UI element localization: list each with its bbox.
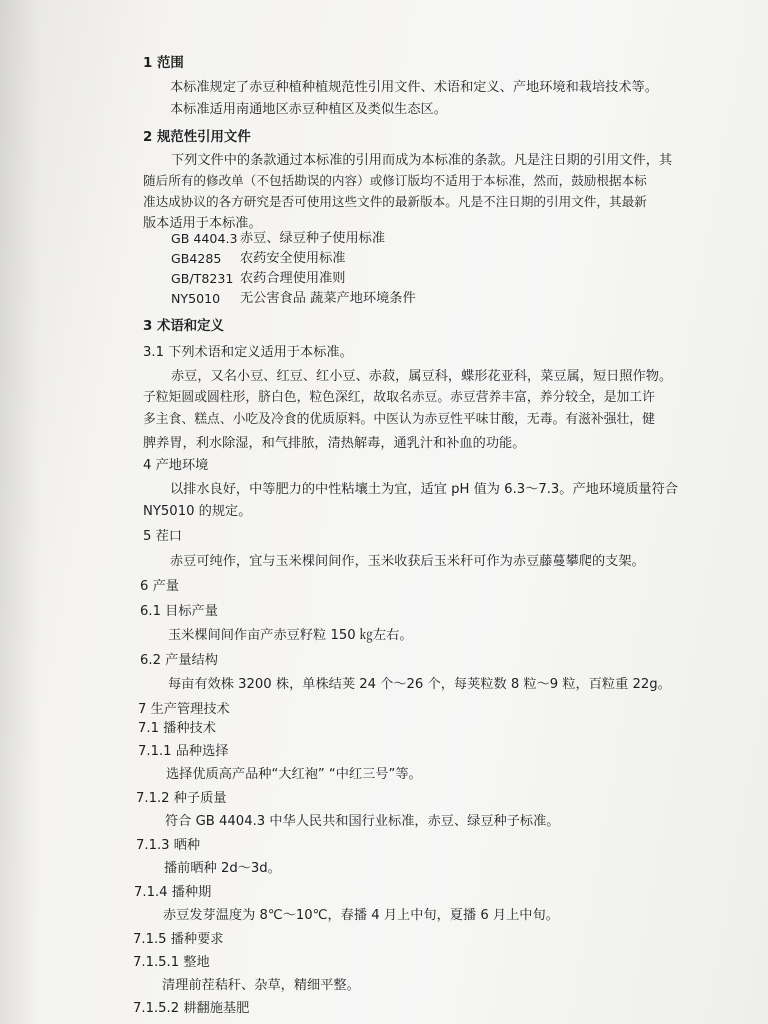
- section-2-paragraph-line-3: 准达成协议的各方研究是否可使用这些文件的最新版本。凡是不注日期的引用文件，其最新: [143, 194, 647, 209]
- section-2-heading: 2 规范性引用文件: [143, 130, 251, 145]
- section-7-heading: 7 生产管理技术: [138, 702, 230, 717]
- section-5-paragraph: 赤豆可纯作，宜与玉米棵间间作，玉米收获后玉米秆可作为赤豆藤蔓攀爬的支架。: [170, 554, 645, 569]
- section-7-1-3-heading: 7.1.3 晒种: [136, 838, 201, 853]
- section-6-heading: 6 产量: [140, 579, 179, 594]
- reference-title: 农药合理使用准则: [240, 271, 346, 286]
- section-7-1-5-1-heading: 7.1.5.1 整地: [133, 955, 210, 970]
- section-1-paragraph-2: 本标准适用南通地区赤豆种植区及类似生态区。: [170, 102, 447, 117]
- section-6-2-paragraph: 每亩有效株 3200 株，单株结荚 24 个～26 个，每荚粒数 8 粒～9 粒，百粒重 22g。: [168, 677, 671, 692]
- section-3-1-paragraph-line-1: 赤豆，又名小豆、红豆、红小豆、赤菽，属豆科，蝶形花亚科，菜豆属，短日照作物。: [171, 369, 673, 384]
- section-7-1-2-heading: 7.1.2 种子质量: [136, 791, 227, 806]
- section-2-paragraph-line-1: 下列文件中的条款通过本标准的引用而成为本标准的条款。凡是注日期的引用文件，其: [171, 153, 673, 168]
- reference-code: NY5010: [171, 291, 221, 306]
- section-3-heading: 3 术语和定义: [143, 319, 224, 334]
- section-6-1-heading: 6.1 目标产量: [140, 604, 218, 619]
- section-7-1-heading: 7.1 播种技术: [138, 721, 216, 736]
- section-6-2-heading: 6.2 产量结构: [140, 653, 218, 668]
- section-7-1-3-paragraph: 播前晒种 2d～3d。: [164, 861, 281, 876]
- section-7-1-4-heading: 7.1.4 播种期: [134, 885, 212, 900]
- reference-code: GB4285: [171, 251, 222, 266]
- section-7-1-4-paragraph: 赤豆发芽温度为 8℃～10℃，春播 4 月上中旬，夏播 6 月上中旬。: [163, 908, 559, 923]
- section-7-1-1-heading: 7.1.1 品种选择: [138, 744, 229, 759]
- section-4-paragraph-line-1: 以排水良好，中等肥力的中性粘壤土为宜，适宜 pH 值为 6.3～7.3。产地环境质量符合: [170, 482, 678, 497]
- section-4-heading: 4 产地环境: [143, 458, 209, 473]
- section-7-1-5-2-heading: 7.1.5.2 耕翻施基肥: [133, 1001, 250, 1016]
- section-7-1-5-1-paragraph: 清理前茬秸秆、杂草，精细平整。: [162, 978, 360, 993]
- section-7-1-2-paragraph: 符合 GB 4404.3 中华人民共和国行业标准，赤豆、绿豆种子标准。: [165, 814, 560, 829]
- reference-title: 农药安全使用标准: [240, 251, 346, 266]
- reference-title: 赤豆、绿豆种子使用标准: [240, 231, 386, 246]
- section-2-paragraph-line-4: 版本适用于本标准。: [143, 216, 262, 231]
- section-3-1-paragraph-line-4: 脾养胃，利水除湿，和气排脓，清热解毒，通乳汁和补血的功能。: [143, 436, 526, 451]
- reference-title: 无公害食品 蔬菜产地环境条件: [240, 291, 416, 306]
- section-3-1-paragraph-line-2: 子粒矩圆或圆柱形，脐白色，粒色深红，故取名赤豆。赤豆营养丰富，养分较全，是加工许: [143, 390, 655, 405]
- section-3-1-text: 3.1 下列术语和定义适用于本标准。: [143, 345, 353, 360]
- section-1-paragraph-1: 本标准规定了赤豆种植种植规范性引用文件、术语和定义、产地环境和栽培技术等。: [170, 80, 658, 95]
- section-6-1-paragraph: 玉米棵间间作亩产赤豆籽粒 150 ㎏左右。: [168, 628, 413, 643]
- section-4-paragraph-line-2: NY5010 的规定。: [143, 504, 252, 519]
- section-7-1-5-heading: 7.1.5 播种要求: [133, 932, 224, 947]
- section-1-heading: 1 范围: [143, 56, 184, 71]
- section-3-1-paragraph-line-3: 多主食、糕点、小吃及冷食的优质原料。中医认为赤豆性平味甘酸，无毒。有滋补强壮，健: [143, 412, 655, 427]
- reference-code: GB/T8231: [171, 271, 234, 286]
- section-7-1-1-paragraph: 选择优质高产品种“大红袍” “中红三号”等。: [166, 767, 422, 782]
- section-2-paragraph-line-2: 随后所有的修改单（不包括勘误的内容）或修订版均不适用于本标准，然而，鼓励根据本标: [143, 173, 647, 188]
- section-5-heading: 5 茬口: [143, 529, 182, 544]
- reference-code: GB 4404.3: [171, 231, 238, 246]
